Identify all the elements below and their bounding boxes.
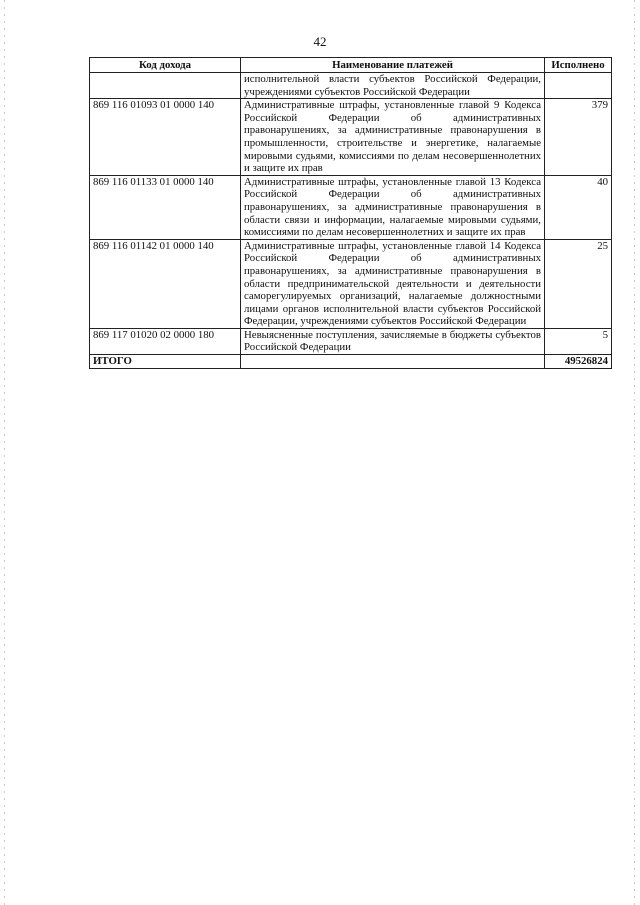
row-code: 869 116 01142 01 0000 140 bbox=[90, 239, 241, 328]
row-amount: 379 bbox=[545, 99, 612, 176]
header-name: Наименование платежей bbox=[241, 58, 545, 73]
table-row bbox=[90, 328, 612, 354]
scan-edge-right bbox=[634, 0, 635, 905]
row-name: Административные штрафы, установленные главой 13 Кодекса Российской Федерации об административных правонарушениях, за административные правонарушения в области связи и информации, налагаемые мировыми судьями, комиссиями по делам несовершеннолетних и защите их прав bbox=[241, 175, 545, 239]
total-row bbox=[90, 355, 612, 369]
header-amount: Исполнено bbox=[545, 58, 612, 73]
revenue-table bbox=[89, 57, 612, 369]
total-label: ИТОГО bbox=[90, 355, 241, 369]
row-amount: 40 bbox=[545, 175, 612, 239]
row-name: Административные штрафы, установленные главой 9 Кодекса Российской Федерации об административных правонарушениях, за административные правонарушения в промышленности, строительстве и энергетике, налагаемые мировыми судьями, комиссиями по делам несовершеннолетних и защите их прав bbox=[241, 99, 545, 176]
row-amount: 25 bbox=[545, 239, 612, 328]
row-amount: 5 bbox=[545, 328, 612, 354]
total-name-empty bbox=[241, 355, 545, 369]
row-code bbox=[90, 73, 241, 99]
row-code: 869 117 01020 02 0000 180 bbox=[90, 328, 241, 354]
row-amount bbox=[545, 73, 612, 99]
page-number: 42 bbox=[313, 34, 327, 49]
row-name: Невыясненные поступления, зачисляемые в бюджеты субъектов Российской Федерации bbox=[241, 328, 545, 354]
table-row bbox=[90, 99, 612, 176]
table-row bbox=[90, 175, 612, 239]
row-code: 869 116 01093 01 0000 140 bbox=[90, 99, 241, 176]
table-row bbox=[90, 73, 612, 99]
total-amount: 49526824 bbox=[545, 355, 612, 369]
row-name: Административные штрафы, установленные главой 14 Кодекса Российской Федерации об административных правонарушениях, за административные правонарушения в области предпринимательской деятельности и деятельности саморегулируемых организаций, налагаемые должностными лицами органов исполнительной власти субъектов Российской Федерации, учреждениями субъектов Российской Федерации bbox=[241, 239, 545, 328]
header-code: Код дохода bbox=[90, 58, 241, 73]
table-header-row bbox=[90, 58, 612, 73]
row-name: исполнительной власти субъектов Российской Федерации, учреждениями субъектов Российской Федерации bbox=[241, 73, 545, 99]
row-code: 869 116 01133 01 0000 140 bbox=[90, 175, 241, 239]
scan-edge-left bbox=[4, 0, 5, 905]
table-row bbox=[90, 239, 612, 328]
